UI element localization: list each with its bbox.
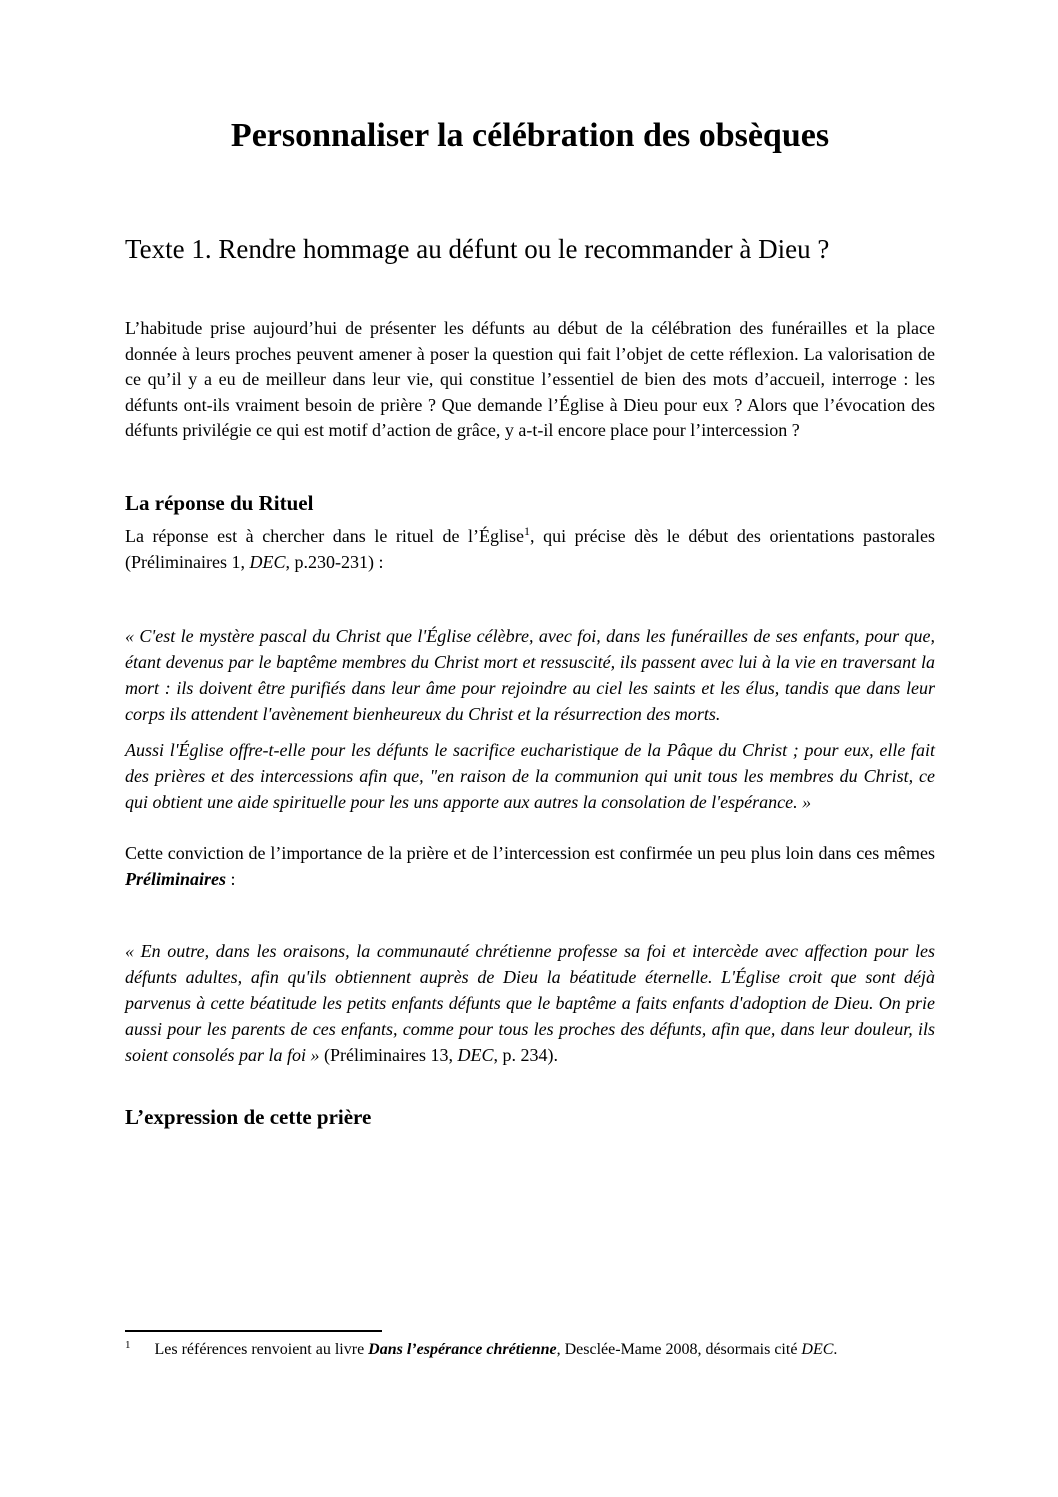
footnote-area bbox=[125, 1330, 935, 1360]
preliminaires-quote-block bbox=[125, 938, 935, 1068]
lead-text-part1: La réponse est à chercher dans le rituel de l’Église bbox=[125, 525, 524, 546]
quote3-citation-dec: DEC bbox=[457, 1045, 494, 1066]
footnote-text-part3: . bbox=[833, 1341, 838, 1358]
transition-text-part2: : bbox=[226, 868, 236, 889]
footnote-reference-marker: 1 bbox=[524, 523, 530, 538]
quote-paragraph-2: Aussi l'Église offre-t-elle pour les défunts le sacrifice eucharistique de la Pâque du Christ ; pour eux, elle fait des prières et des intercessions afin que, "en raison de la communion qui unit tous les membres du Christ, ce qui obtient une aide spirituelle pour les uns apporte aux autres la consolation de l'espérance. » bbox=[125, 740, 935, 813]
subtitle-texte-1: Texte 1. Rendre hommage au défunt ou le recommander à Dieu ? bbox=[125, 234, 830, 264]
footnote-text-part2: , Desclée-Mame 2008, désormais cité bbox=[556, 1341, 802, 1358]
footnote-text-part1: Les références renvoient au livre bbox=[154, 1341, 369, 1358]
section-heading-expression-priere: L’expression de cette prière bbox=[125, 1105, 372, 1130]
rituel-quote-block bbox=[125, 623, 935, 815]
lead-text-part2: , qui précise dès le début des orientations pastorales (Préliminaires 1, bbox=[125, 525, 935, 572]
lead-paragraph bbox=[125, 524, 935, 575]
section-heading-reponse-rituel: La réponse du Rituel bbox=[125, 490, 314, 515]
lead-text-part3: , p.230-231) : bbox=[285, 551, 384, 572]
footnote-text bbox=[125, 1339, 935, 1360]
footnote-divider-rule bbox=[125, 1330, 382, 1332]
intro-paragraph: L’habitude prise aujourd’hui de présenter les défunts au début de la célébration des funérailles et la place donnée à leurs proches peuvent amener à poser la question qui fait l’objet de cette réflexion. La valorisation de ce qu’il y a eu de meilleur dans leur vie, qui constitue l’essentiel de bien des mots d’accueil, interroge : les défunts ont-ils vraiment besoin de prière ? Que demande l’Église à Dieu pour eux ? Alors que l’évocation des défunts privilégie ce qui est motif d’action de grâce, y a-t-il encore place pour l’intercession ? bbox=[125, 318, 935, 441]
quote-paragraph-3 bbox=[125, 938, 935, 1068]
document-content bbox=[125, 0, 935, 1130]
quote-paragraph-1: « C'est le mystère pascal du Christ que l'Église célèbre, avec foi, dans les funérailles de ses enfants, pour que, étant devenus par le baptême membres du Christ mort et ressuscité, ils passent avec lui à la vie en traversant la mort : ils doivent être purifiés dans leur âme pour rejoindre au ciel les saints et les élus, tandis que dans leur corps ils attendent l'avènement bienheureux du Christ et la résurrection des morts. bbox=[125, 626, 935, 725]
footnote-number: 1 bbox=[125, 1338, 131, 1351]
transition-paragraph bbox=[125, 841, 935, 892]
quote3-citation-part1: (Préliminaires 13, bbox=[324, 1045, 458, 1066]
page-title: Personnaliser la célébration des obsèques bbox=[230, 117, 830, 154]
transition-text-part1: Cette conviction de l’importance de la prière et de l’intercession est confirmée un peu plus loin dans ces mêmes bbox=[125, 843, 935, 864]
footnote-book-title: Dans l’espérance chrétienne bbox=[368, 1341, 557, 1358]
quote3-citation-part2: , p. 234). bbox=[493, 1045, 558, 1066]
dec-abbreviation: DEC bbox=[249, 551, 286, 572]
quote3-italic-text: « En outre, dans les oraisons, la communauté chrétienne professe sa foi et intercède avec affection pour les défunts adultes, afin qu'ils obtiennent auprès de Dieu la béatitude éternelle. L'Église croit que sont déjà parvenus à cette béatitude les petits enfants défunts que le baptême a faits enfants d'adoption de Dieu. On prie aussi pour les parents de ces enfants, comme pour tous les proches des défunts, afin que, dans leur douleur, ils soient consolés par la foi » bbox=[125, 941, 935, 1066]
preliminaires-term: Préliminaires bbox=[125, 868, 227, 889]
footnote-dec-abbreviation: DEC bbox=[801, 1341, 834, 1358]
